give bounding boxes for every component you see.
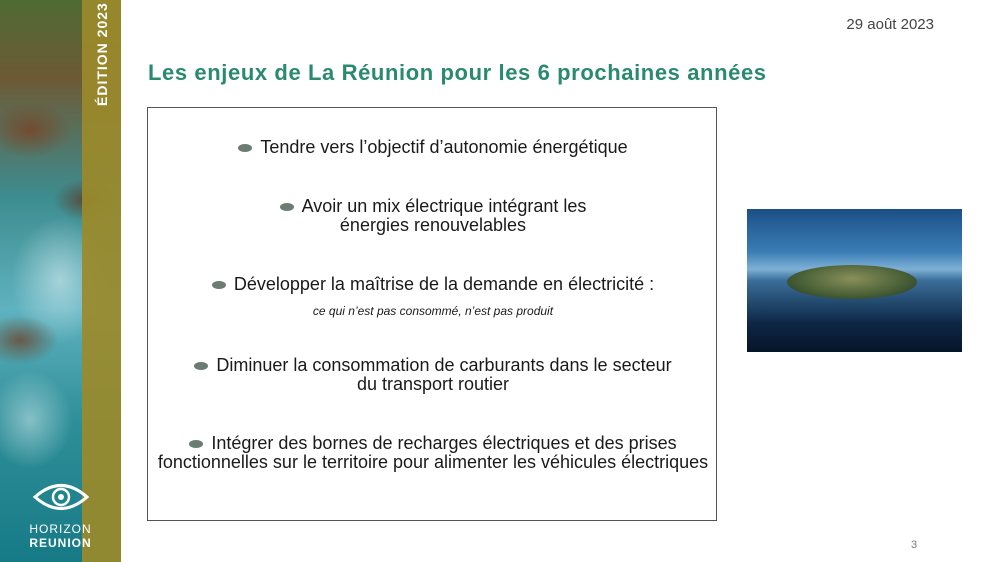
leaf-bullet-icon	[194, 362, 208, 370]
leaf-bullet-icon	[189, 440, 203, 448]
list-item-text: Diminuer la consommation de carburants dans le secteur du transport routier	[216, 355, 672, 394]
list-item	[148, 138, 718, 157]
list-item	[148, 356, 718, 394]
list-item-text: Développer la maîtrise de la demande en électricité :	[233, 274, 655, 294]
list-item	[148, 275, 718, 321]
edition-text: ÉDITION 2023	[94, 2, 110, 106]
horizon-reunion-logo	[0, 480, 121, 550]
list-item	[148, 434, 718, 472]
decorative-sidebar	[0, 0, 121, 562]
slide-date: 29 août 2023	[846, 16, 934, 33]
list-item-text: Intégrer des bornes de recharges électriques et des prises fonctionnelles sur le territoire pour alimenter les véhicules électriques	[157, 433, 709, 472]
content-box	[147, 107, 717, 521]
logo-line1: HORIZON	[29, 522, 92, 536]
slide-title: Les enjeux de La Réunion pour les 6 prochaines années	[148, 60, 767, 85]
leaf-bullet-icon	[238, 144, 252, 152]
island-shape	[787, 265, 917, 299]
list-item-note: ce qui n’est pas consommé, n’est pas produit	[312, 304, 554, 318]
list-item	[148, 197, 718, 235]
leaf-bullet-icon	[280, 203, 294, 211]
logo-line2: REUNION	[29, 536, 92, 550]
island-photo	[747, 209, 962, 352]
list-item-text: Tendre vers l’objectif d’autonomie énergétique	[260, 137, 628, 157]
list-item-text: Avoir un mix électrique intégrant les énergies renouvelables	[301, 196, 587, 235]
eye-icon	[33, 480, 89, 514]
leaf-bullet-icon	[212, 281, 226, 289]
page-number: 3	[911, 539, 918, 551]
